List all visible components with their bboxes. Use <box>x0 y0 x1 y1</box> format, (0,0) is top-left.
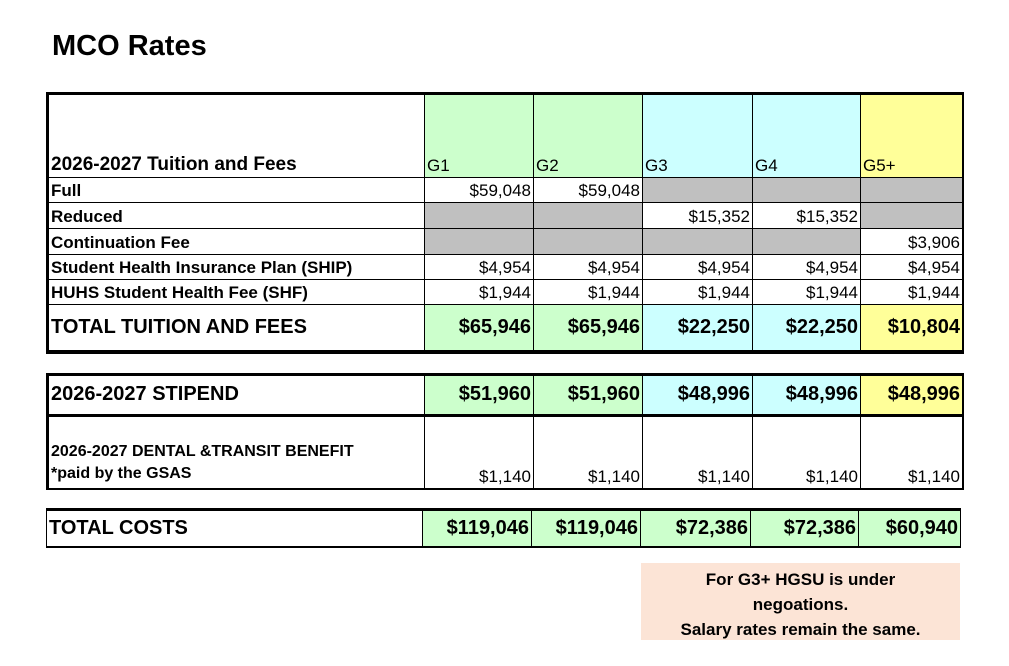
row-label-total-tuition: TOTAL TUITION AND FEES <box>49 305 425 351</box>
cell-continuation-g2 <box>534 229 643 255</box>
column-header-g4: G4 <box>753 95 861 178</box>
cell-total-costs-g2: $119,046 <box>532 511 641 547</box>
total-costs-table <box>46 508 961 548</box>
cell-total-tuition-g1: $65,946 <box>425 305 534 351</box>
benefit-label-line2: *paid by the GSAS <box>51 465 192 482</box>
cell-total-tuition-g2: $65,946 <box>534 305 643 351</box>
tuition-table <box>46 92 964 354</box>
cell-stipend-g2: $51,960 <box>534 376 643 417</box>
cell-reduced-g5 <box>861 203 962 229</box>
cell-full-g4 <box>753 178 861 203</box>
row-label-stipend: 2026-2027 STIPEND <box>49 376 425 417</box>
cell-total-tuition-g3: $22,250 <box>643 305 753 351</box>
benefit-label-line1: 2026-2027 DENTAL &TRANSIT BENEFIT <box>51 443 354 460</box>
cell-shf-g2: $1,944 <box>534 280 643 305</box>
cell-continuation-g1 <box>425 229 534 255</box>
cell-ship-g4: $4,954 <box>753 255 861 280</box>
page-title: MCO Rates <box>52 30 207 62</box>
cell-ship-g1: $4,954 <box>425 255 534 280</box>
column-header-g2: G2 <box>534 95 643 178</box>
cell-shf-g4: $1,944 <box>753 280 861 305</box>
row-label-continuation-fee: Continuation Fee <box>49 229 425 255</box>
cell-total-tuition-g5: $10,804 <box>861 305 962 351</box>
cell-shf-g1: $1,944 <box>425 280 534 305</box>
cell-full-g1: $59,048 <box>425 178 534 203</box>
cell-full-g2: $59,048 <box>534 178 643 203</box>
cell-benefit-g4: $1,140 <box>753 417 861 489</box>
cell-continuation-g5: $3,906 <box>861 229 962 255</box>
cell-ship-g2: $4,954 <box>534 255 643 280</box>
cell-stipend-g3: $48,996 <box>643 376 753 417</box>
tuition-header-label: 2026-2027 Tuition and Fees <box>49 95 425 178</box>
note-line3: Salary rates remain the same. <box>680 620 921 639</box>
cell-continuation-g4 <box>753 229 861 255</box>
cell-full-g5 <box>861 178 962 203</box>
cell-total-costs-g1: $119,046 <box>423 511 532 547</box>
cell-total-costs-g5: $60,940 <box>859 511 960 547</box>
cell-stipend-g1: $51,960 <box>425 376 534 417</box>
cell-reduced-g3: $15,352 <box>643 203 753 229</box>
row-label-total-costs: TOTAL COSTS <box>47 511 423 547</box>
cell-benefit-g3: $1,140 <box>643 417 753 489</box>
cell-benefit-g1: $1,140 <box>425 417 534 489</box>
cell-reduced-g1 <box>425 203 534 229</box>
column-header-g5: G5+ <box>861 95 962 178</box>
cell-full-g3 <box>643 178 753 203</box>
cell-shf-g5: $1,944 <box>861 280 962 305</box>
cell-stipend-g4: $48,996 <box>753 376 861 417</box>
cell-total-tuition-g4: $22,250 <box>753 305 861 351</box>
row-label-full: Full <box>49 178 425 203</box>
stipend-table <box>46 373 964 490</box>
row-label-shf: HUHS Student Health Fee (SHF) <box>49 280 425 305</box>
cell-stipend-g5: $48,996 <box>861 376 962 417</box>
note-line1: For G3+ HGSU is under <box>705 570 896 589</box>
cell-ship-g3: $4,954 <box>643 255 753 280</box>
row-label-ship: Student Health Insurance Plan (SHIP) <box>49 255 425 280</box>
cell-reduced-g2 <box>534 203 643 229</box>
note-line2: negoations. <box>752 595 849 614</box>
cell-benefit-g5: $1,140 <box>861 417 962 489</box>
cell-reduced-g4: $15,352 <box>753 203 861 229</box>
row-label-reduced: Reduced <box>49 203 425 229</box>
cell-benefit-g2: $1,140 <box>534 417 643 489</box>
cell-ship-g5: $4,954 <box>861 255 962 280</box>
cell-total-costs-g4: $72,386 <box>751 511 859 547</box>
cell-total-costs-g3: $72,386 <box>641 511 751 547</box>
cell-continuation-g3 <box>643 229 753 255</box>
row-label-benefit <box>49 417 425 489</box>
column-header-g3: G3 <box>643 95 753 178</box>
column-header-g1: G1 <box>425 95 534 178</box>
negotiation-note <box>641 563 960 640</box>
cell-shf-g3: $1,944 <box>643 280 753 305</box>
